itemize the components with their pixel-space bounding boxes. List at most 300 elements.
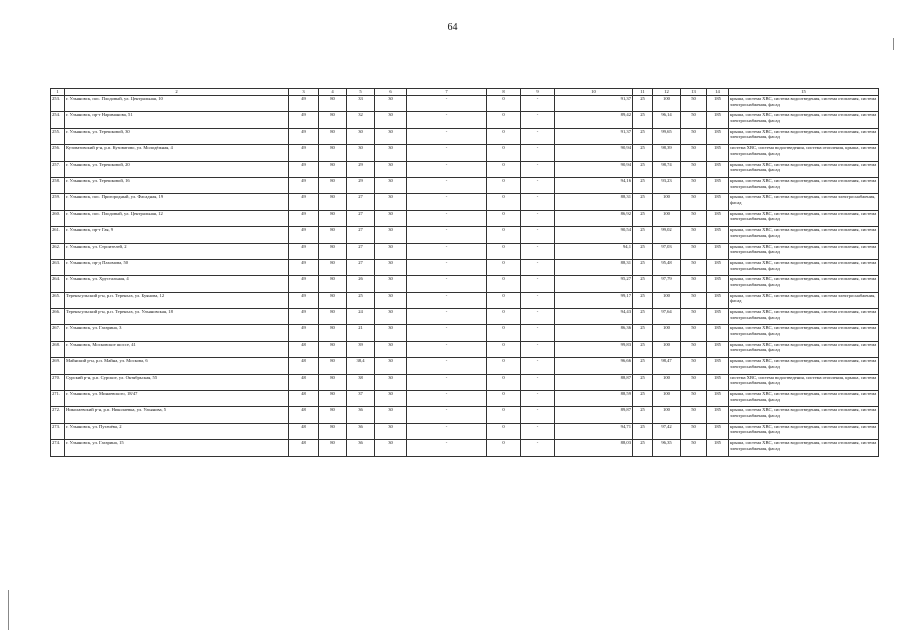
table-cell: 273. — [51, 423, 65, 439]
table-row — [51, 325, 879, 341]
table-cell: - — [407, 210, 487, 226]
table-cell: 88,87 — [555, 374, 633, 390]
column-header: 6 — [375, 89, 407, 96]
table-cell: 0 — [487, 391, 521, 407]
table-cell: 49 — [289, 112, 319, 128]
table-cell: 30 — [375, 276, 407, 292]
table-cell: 80 — [319, 341, 347, 357]
address-cell: г. Ульяновск, Московское шоссе, 41 — [65, 341, 289, 357]
table-cell: 100 — [653, 374, 681, 390]
table-cell: 27 — [347, 259, 375, 275]
table-cell: 185 — [707, 325, 729, 341]
address-cell: Николаевский р-н, р.п. Николаевка, ул. Ульянова, 5 — [65, 407, 289, 423]
table-cell: 30 — [375, 210, 407, 226]
table-cell: - — [521, 96, 555, 112]
table-cell: 80 — [319, 391, 347, 407]
table-cell: - — [521, 276, 555, 292]
table-cell: 30 — [375, 194, 407, 210]
table-cell: 185 — [707, 128, 729, 144]
table-cell: 0 — [487, 374, 521, 390]
table-cell: 30 — [375, 325, 407, 341]
table-cell: 100 — [653, 341, 681, 357]
column-header: 10 — [555, 89, 633, 96]
column-header: 14 — [707, 89, 729, 96]
table-cell: 98,74 — [653, 161, 681, 177]
table-cell: 50 — [681, 259, 707, 275]
table-cell: - — [407, 177, 487, 193]
address-cell: Кузоватовский р-н, р.п. Кузоватово, ул. Молодёжная, 4 — [65, 145, 289, 161]
table-cell: 50 — [681, 309, 707, 325]
header-row — [51, 89, 879, 96]
table-cell: 49 — [289, 243, 319, 259]
table-cell: 25 — [633, 423, 653, 439]
table-row — [51, 374, 879, 390]
table-cell: 25 — [633, 292, 653, 308]
table-cell: 25 — [633, 391, 653, 407]
table-cell: 0 — [487, 161, 521, 177]
table-cell: 262. — [51, 243, 65, 259]
table-cell: - — [521, 391, 555, 407]
table-cell: 97,42 — [653, 423, 681, 439]
scan-edge-mark — [8, 590, 9, 630]
table-cell: 30 — [375, 374, 407, 390]
works-cell: система ХВС, система водоотведения, система отопления, крыша, система электроснабжения, фасад — [729, 145, 879, 161]
table-cell: 50 — [681, 292, 707, 308]
table-cell: 25 — [633, 440, 653, 456]
address-cell: Майнский р-н, р.п. Майна, ул. Москова, 6 — [65, 358, 289, 374]
table-cell: 49 — [289, 194, 319, 210]
table-cell: 266. — [51, 309, 65, 325]
table-cell: 265. — [51, 292, 65, 308]
table-cell: 94,16 — [555, 177, 633, 193]
works-cell: крыша, система ХВС, система водоотведения, система отопления, система электроснабжения, фасад — [729, 96, 879, 112]
works-cell: крыша, система ХВС, система водоотведения, система отопления, система электроснабжения, фасад — [729, 259, 879, 275]
works-cell: крыша, система ХВС, система водоотведения, система отопления, система электроснабжения, фасад — [729, 243, 879, 259]
table-cell: - — [407, 276, 487, 292]
table-cell: 49 — [289, 210, 319, 226]
table-cell: 80 — [319, 243, 347, 259]
table-cell: 38,4 — [347, 358, 375, 374]
table-cell: 99,83 — [555, 341, 633, 357]
table-cell: - — [521, 374, 555, 390]
table-cell: 185 — [707, 112, 729, 128]
table-cell: 0 — [487, 325, 521, 341]
table-cell: 48 — [289, 358, 319, 374]
table-cell: 95,48 — [653, 259, 681, 275]
table-cell: - — [521, 407, 555, 423]
table-cell: 185 — [707, 194, 729, 210]
table-cell: 25 — [633, 407, 653, 423]
table-cell: 99,17 — [555, 292, 633, 308]
table-cell: 0 — [487, 177, 521, 193]
table-cell: 185 — [707, 276, 729, 292]
table-cell: 267. — [51, 325, 65, 341]
table-cell: 257. — [51, 161, 65, 177]
table-cell: 94,1 — [555, 243, 633, 259]
address-cell: г. Ульяновск, ул. Строителей, 2 — [65, 243, 289, 259]
column-header: 12 — [653, 89, 681, 96]
works-cell: крыша, система ХВС, система водоотведения, система электроснабжения, фасад — [729, 292, 879, 308]
table-cell: 25 — [633, 341, 653, 357]
table-cell: 0 — [487, 423, 521, 439]
table-cell: - — [521, 227, 555, 243]
works-cell: крыша, система ХВС, система водоотведения, система электроснабжения, фасад — [729, 194, 879, 210]
table-cell: 80 — [319, 227, 347, 243]
table-cell: 0 — [487, 227, 521, 243]
table-row — [51, 96, 879, 112]
table-cell: 93,23 — [653, 177, 681, 193]
table-cell: - — [521, 210, 555, 226]
table-cell: 80 — [319, 177, 347, 193]
table-cell: - — [521, 325, 555, 341]
table-cell: 25 — [633, 309, 653, 325]
table-cell: - — [521, 128, 555, 144]
table-cell: - — [521, 341, 555, 357]
table-cell: 21 — [347, 325, 375, 341]
works-cell: крыша, система ХВС, система водоотведения, система отопления, система электроснабжения, фасад — [729, 325, 879, 341]
table-cell: 30 — [375, 112, 407, 128]
works-cell: крыша, система ХВС, система водоотведения, система отопления, система электроснабжения, фасад — [729, 227, 879, 243]
table-cell: 260. — [51, 210, 65, 226]
table-cell: - — [407, 128, 487, 144]
address-cell: г. Ульяновск, ул. Терешковой, 30 — [65, 128, 289, 144]
table-cell: 98,47 — [653, 358, 681, 374]
table-cell: 91,37 — [555, 128, 633, 144]
address-cell: г. Ульяновск, ул. Гагарина, 3 — [65, 325, 289, 341]
table-cell: 80 — [319, 210, 347, 226]
table-cell: 30 — [375, 177, 407, 193]
table-cell: 185 — [707, 309, 729, 325]
column-header: 3 — [289, 89, 319, 96]
works-cell: крыша, система ХВС, система водоотведения, система отопления, система электроснабжения, фасад — [729, 407, 879, 423]
table-cell: 80 — [319, 276, 347, 292]
table-cell: 37 — [347, 391, 375, 407]
table-cell: 97,79 — [653, 276, 681, 292]
table-cell: 0 — [487, 341, 521, 357]
table-cell: 258. — [51, 177, 65, 193]
column-header: 8 — [487, 89, 521, 96]
table-cell: 30 — [375, 309, 407, 325]
table-cell: 50 — [681, 325, 707, 341]
table-cell: 50 — [681, 161, 707, 177]
table-cell: 80 — [319, 325, 347, 341]
table-cell: - — [521, 440, 555, 456]
address-cell: г. Ульяновск, ул. Пугачёва, 2 — [65, 423, 289, 439]
table-cell: 27 — [347, 227, 375, 243]
table-row — [51, 358, 879, 374]
table-cell: 0 — [487, 128, 521, 144]
table-cell: 89,42 — [555, 112, 633, 128]
table-cell: 25 — [633, 128, 653, 144]
address-cell: г. Ульяновск, пос. Плодовый, ул. Центральная, 12 — [65, 210, 289, 226]
table-cell: 98,39 — [653, 145, 681, 161]
table-cell: 269. — [51, 358, 65, 374]
table-cell: 25 — [633, 96, 653, 112]
address-cell: г. Ульяновск, ул. Минаевского, 18/47 — [65, 391, 289, 407]
column-header: 13 — [681, 89, 707, 96]
table-cell: 88,31 — [555, 259, 633, 275]
table-cell: 254. — [51, 112, 65, 128]
table-cell: 88,31 — [555, 194, 633, 210]
table-cell: 185 — [707, 391, 729, 407]
table-cell: 94,71 — [555, 423, 633, 439]
works-cell: крыша, система ХВС, система водоотведения, система отопления, система электроснабжения, фасад — [729, 112, 879, 128]
table-cell: - — [407, 374, 487, 390]
table-cell: 86,36 — [555, 325, 633, 341]
table-cell: 50 — [681, 177, 707, 193]
table-cell: 50 — [681, 227, 707, 243]
table-cell: 25 — [633, 161, 653, 177]
table-cell: 49 — [289, 128, 319, 144]
table-cell: 185 — [707, 374, 729, 390]
table-cell: 88,59 — [555, 391, 633, 407]
table-cell: 80 — [319, 112, 347, 128]
table-cell: 271. — [51, 391, 65, 407]
table-cell: 32 — [347, 112, 375, 128]
table-cell: 89,87 — [555, 407, 633, 423]
table-row — [51, 112, 879, 128]
works-cell: крыша, система ХВС, система водоотведения, система отопления, система электроснабжения, фасад — [729, 440, 879, 456]
table-cell: 80 — [319, 128, 347, 144]
table-cell: 49 — [289, 177, 319, 193]
works-cell: крыша, система ХВС, система водоотведения, система отопления, система электроснабжения, фасад — [729, 341, 879, 357]
table-cell: 50 — [681, 341, 707, 357]
address-cell: г. Ульяновск, ул. Хрустальная, 4 — [65, 276, 289, 292]
table-cell: 274. — [51, 440, 65, 456]
table-cell: 80 — [319, 440, 347, 456]
column-header: 2 — [65, 89, 289, 96]
table-cell: 25 — [633, 358, 653, 374]
address-cell: Тереньгульский р-н, р.п. Тереньга, ул. Ульяновская, 18 — [65, 309, 289, 325]
table-cell: 0 — [487, 276, 521, 292]
table-cell: 50 — [681, 112, 707, 128]
column-header: 5 — [347, 89, 375, 96]
table-cell: 95,27 — [555, 276, 633, 292]
table-cell: 96,66 — [555, 358, 633, 374]
table-cell: 49 — [289, 276, 319, 292]
table-cell: - — [407, 112, 487, 128]
table-cell: 0 — [487, 440, 521, 456]
address-cell: г. Ульяновск, пос. Плодовый, ул. Центральная, 10 — [65, 96, 289, 112]
table-cell: 33 — [347, 96, 375, 112]
table-cell: 185 — [707, 177, 729, 193]
table-cell: 100 — [653, 194, 681, 210]
table-cell: 27 — [347, 194, 375, 210]
table-cell: 80 — [319, 145, 347, 161]
table-cell: 30 — [375, 243, 407, 259]
table-cell: - — [407, 309, 487, 325]
table-cell: 100 — [653, 210, 681, 226]
table-cell: 80 — [319, 194, 347, 210]
table-cell: 30 — [375, 341, 407, 357]
table-cell: 100 — [653, 407, 681, 423]
table-cell: - — [407, 325, 487, 341]
table-row — [51, 259, 879, 275]
table-cell: 48 — [289, 440, 319, 456]
table-cell: 25 — [347, 292, 375, 308]
works-cell: крыша, система ХВС, система водоотведения, система отопления, система электроснабжения, фасад — [729, 161, 879, 177]
works-cell: крыша, система ХВС, система водоотведения, система отопления, система электроснабжения, фасад — [729, 210, 879, 226]
table-cell: - — [407, 407, 487, 423]
table-cell: 0 — [487, 358, 521, 374]
works-cell: крыша, система ХВС, система водоотведения, система отопления, система электроснабжения, фасад — [729, 391, 879, 407]
table-cell: - — [521, 292, 555, 308]
works-cell: крыша, система ХВС, система водоотведения, система отопления, система электроснабжения, фасад — [729, 177, 879, 193]
table-cell: 90,94 — [555, 145, 633, 161]
table-cell: 0 — [487, 112, 521, 128]
table-row — [51, 161, 879, 177]
works-cell: крыша, система ХВС, система водоотведения, система отопления, система электроснабжения, фасад — [729, 128, 879, 144]
table-cell: 185 — [707, 96, 729, 112]
table-cell: 91,37 — [555, 96, 633, 112]
table-cell: 261. — [51, 227, 65, 243]
table-row — [51, 276, 879, 292]
table-cell: 90,94 — [555, 161, 633, 177]
table-cell: 25 — [633, 259, 653, 275]
table-cell: 97,64 — [653, 309, 681, 325]
table-cell: 263. — [51, 259, 65, 275]
table-cell: 99,02 — [653, 227, 681, 243]
table-cell: 86,92 — [555, 210, 633, 226]
table-cell: 50 — [681, 374, 707, 390]
address-cell: г. Ульяновск, ул. Терешковой, 20 — [65, 161, 289, 177]
table-cell: 88,03 — [555, 440, 633, 456]
table-cell: 50 — [681, 243, 707, 259]
table-cell: 30 — [375, 407, 407, 423]
table-cell: 48 — [289, 374, 319, 390]
table-cell: 100 — [653, 96, 681, 112]
table-cell: 29 — [347, 177, 375, 193]
table-cell: 36 — [347, 440, 375, 456]
table-cell: - — [521, 112, 555, 128]
table-cell: 30 — [375, 227, 407, 243]
table-cell: 90,54 — [555, 227, 633, 243]
table-cell: 0 — [487, 292, 521, 308]
table-cell: 26 — [347, 276, 375, 292]
table-cell: 94,43 — [555, 309, 633, 325]
table-cell: 185 — [707, 210, 729, 226]
works-cell: крыша, система ХВС, система водоотведения, система отопления, система электроснабжения, фасад — [729, 309, 879, 325]
table-cell: 96,35 — [653, 440, 681, 456]
table-cell: - — [521, 259, 555, 275]
table-cell: 25 — [633, 276, 653, 292]
table-cell: 30 — [375, 128, 407, 144]
table-cell: 24 — [347, 309, 375, 325]
table-row — [51, 177, 879, 193]
table-cell: 49 — [289, 227, 319, 243]
table-cell: 48 — [289, 391, 319, 407]
table-row — [51, 292, 879, 308]
table-cell: 264. — [51, 276, 65, 292]
address-cell: г. Ульяновск, пр-т Гая, 9 — [65, 227, 289, 243]
table-cell: - — [407, 292, 487, 308]
column-header: 9 — [521, 89, 555, 96]
scan-edge-mark — [893, 38, 894, 50]
table-cell: 50 — [681, 358, 707, 374]
column-header: 15 — [729, 89, 879, 96]
table-cell: 38 — [347, 374, 375, 390]
table-cell: 48 — [289, 341, 319, 357]
table-cell: 49 — [289, 161, 319, 177]
address-cell: г. Ульяновск, пос. Пригородный, ул. Фасадная, 19 — [65, 194, 289, 210]
table-row — [51, 145, 879, 161]
page-number: 64 — [447, 22, 458, 33]
table-cell: 30 — [375, 96, 407, 112]
table-cell: 268. — [51, 341, 65, 357]
table-cell: 185 — [707, 292, 729, 308]
table-cell: 0 — [487, 210, 521, 226]
table-cell: 50 — [681, 276, 707, 292]
table-cell: 25 — [633, 210, 653, 226]
works-cell: крыша, система ХВС, система водоотведения, система отопления, система электроснабжения, фасад — [729, 276, 879, 292]
table-cell: 0 — [487, 259, 521, 275]
table-cell: 50 — [681, 407, 707, 423]
table-cell: 80 — [319, 96, 347, 112]
table-cell: 48 — [289, 407, 319, 423]
table-row — [51, 243, 879, 259]
table-cell: - — [521, 194, 555, 210]
table-cell: - — [407, 259, 487, 275]
table-cell: 50 — [681, 145, 707, 161]
table-row — [51, 210, 879, 226]
table-cell: 25 — [633, 374, 653, 390]
table-cell: 99,65 — [653, 128, 681, 144]
table-cell: 185 — [707, 161, 729, 177]
table-cell: 100 — [653, 292, 681, 308]
column-header: 11 — [633, 89, 653, 96]
table-cell: 80 — [319, 358, 347, 374]
works-cell: система ХВС, система водоотведения, система отопления, крыша, система электроснабжения, фасад — [729, 374, 879, 390]
table-cell: 49 — [289, 96, 319, 112]
table-cell: 185 — [707, 407, 729, 423]
table-cell: 30 — [375, 440, 407, 456]
table-cell: 25 — [633, 243, 653, 259]
table-cell: 25 — [633, 194, 653, 210]
table-cell: 185 — [707, 423, 729, 439]
table-cell: 25 — [633, 177, 653, 193]
table-cell: 50 — [681, 96, 707, 112]
table-cell: - — [407, 391, 487, 407]
table-cell: 50 — [681, 210, 707, 226]
table-cell: 30 — [375, 161, 407, 177]
table-cell: 80 — [319, 292, 347, 308]
table-cell: 96,14 — [653, 112, 681, 128]
column-header: 4 — [319, 89, 347, 96]
table-cell: 36 — [347, 407, 375, 423]
table-row — [51, 194, 879, 210]
column-header: 1 — [51, 89, 65, 96]
table-cell: 0 — [487, 243, 521, 259]
table-cell: 185 — [707, 145, 729, 161]
table-cell: 49 — [289, 145, 319, 161]
table-cell: 0 — [487, 145, 521, 161]
table-cell: - — [521, 423, 555, 439]
table-cell: 49 — [289, 309, 319, 325]
table-cell: 30 — [375, 358, 407, 374]
table-cell: 80 — [319, 423, 347, 439]
table-row — [51, 227, 879, 243]
table-cell: 80 — [319, 161, 347, 177]
table-cell: 259. — [51, 194, 65, 210]
table-row — [51, 309, 879, 325]
table-cell: 36 — [347, 423, 375, 439]
table-cell: - — [407, 227, 487, 243]
table-cell: 80 — [319, 407, 347, 423]
table-cell: 48 — [289, 423, 319, 439]
table-cell: - — [521, 243, 555, 259]
table-cell: 100 — [653, 325, 681, 341]
table-cell: 49 — [289, 325, 319, 341]
